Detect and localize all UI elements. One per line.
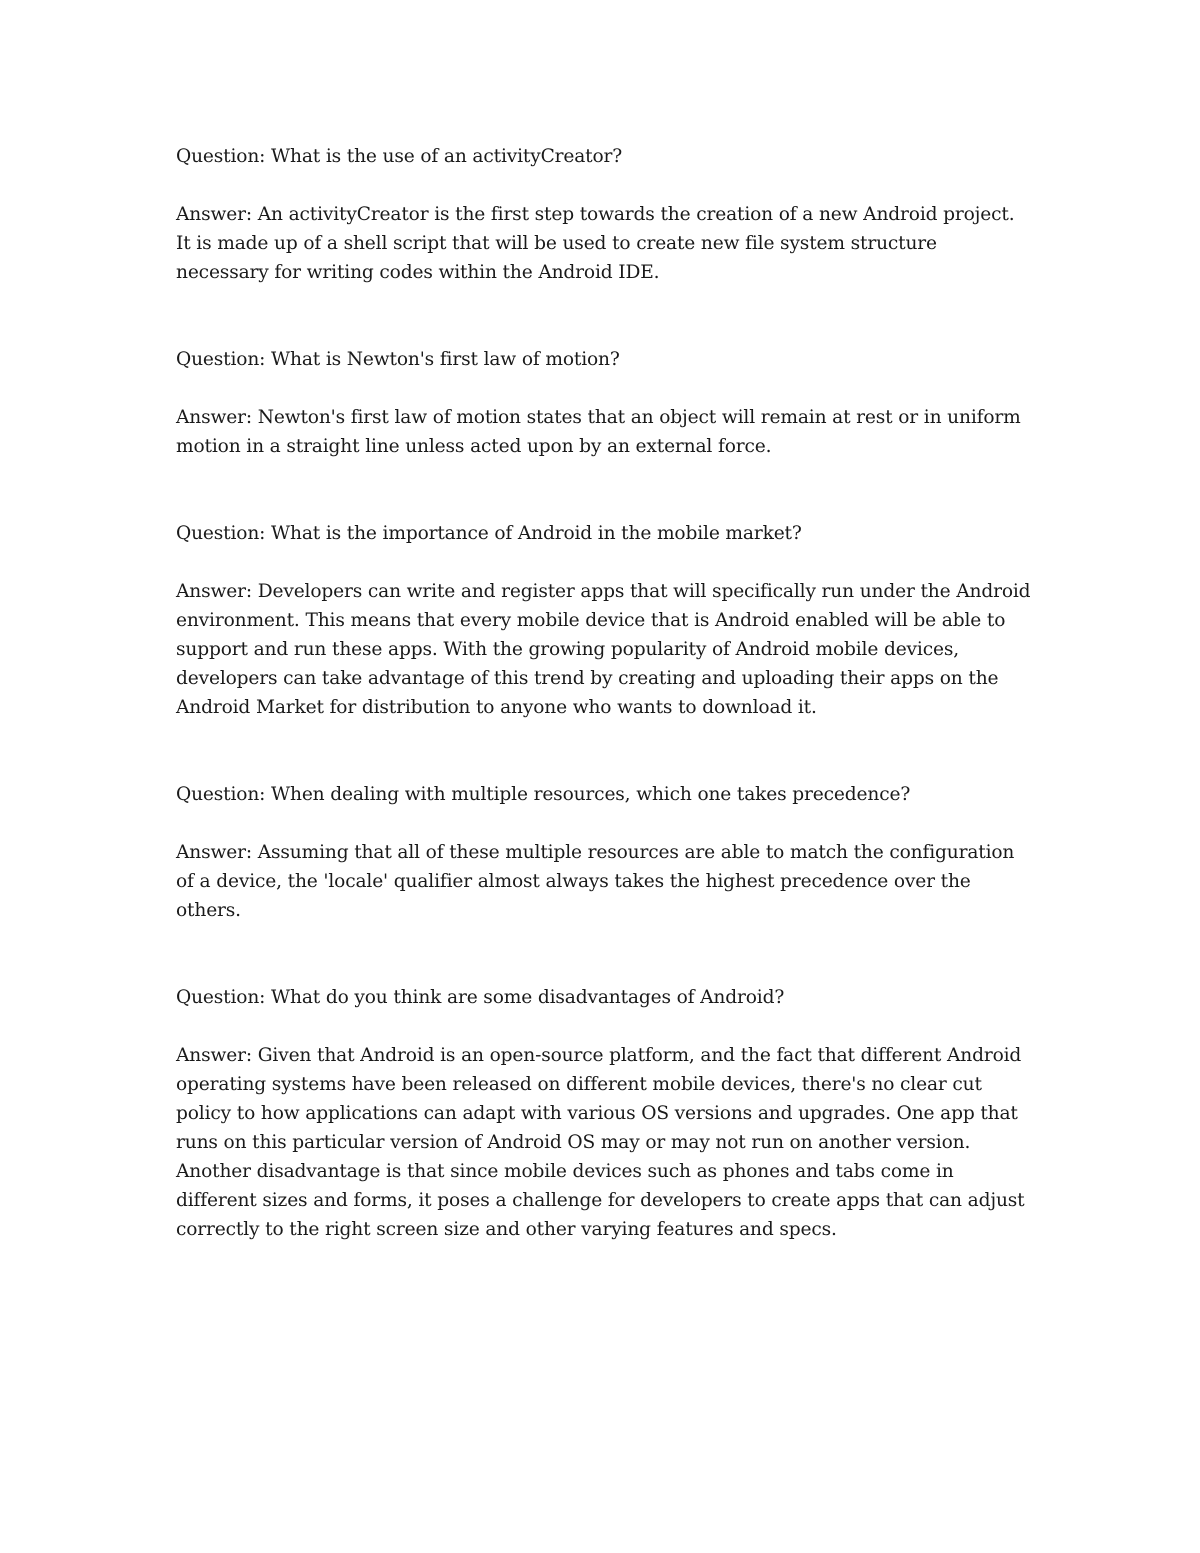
answer-text: Answer: Assuming that all of these multiple resources are able to match the configuration of a device, the 'locale' qualifier almost always takes the highest precedence over the others. [176, 842, 1015, 921]
qa-block-2 [176, 345, 1032, 461]
answer-text: Answer: An activityCreator is the first step towards the creation of a new Android project. It is made up of a shell script that will be used to create new file system structure necessary for writing codes within the Android IDE. [176, 204, 1015, 283]
answer-text: Answer: Developers can write and register apps that will specifically run under the Android environment. This means that every mobile device that is Android enabled will be able to support and run these apps. With the growing popularity of Android mobile devices, developers can take advantage of this trend by creating and uploading their apps on the Android Market for distribution to anyone who wants to download it. [176, 581, 1031, 718]
qa-block-1 [176, 142, 1032, 287]
answer-text: Answer: Newton's first law of motion states that an object will remain at rest or in uniform motion in a straight line unless acted upon by an external force. [176, 407, 1021, 457]
question-text: Question: When dealing with multiple resources, which one takes precedence? [176, 784, 911, 805]
qa-block-5 [176, 983, 1032, 1244]
answer-text: Answer: Given that Android is an open-source platform, and the fact that different Android operating systems have been released on different mobile devices, there's no clear cut policy to how applications can adapt with various OS versions and upgrades. One app that runs on this particular version of Android OS may or may not run on another version. Another disadvantage is that since mobile devices such as phones and tabs come in different sizes and forms, it poses a challenge for developers to create apps that can adjust correctly to the right screen size and other varying features and specs. [176, 1045, 1025, 1240]
qa-block-3 [176, 519, 1032, 722]
question-text: Question: What is the use of an activityCreator? [176, 146, 623, 167]
question-text: Question: What is Newton's first law of motion? [176, 349, 620, 370]
question-text: Question: What do you think are some disadvantages of Android? [176, 987, 785, 1008]
qa-block-4 [176, 780, 1032, 925]
document-body [176, 142, 1032, 1302]
question-text: Question: What is the importance of Android in the mobile market? [176, 523, 802, 544]
